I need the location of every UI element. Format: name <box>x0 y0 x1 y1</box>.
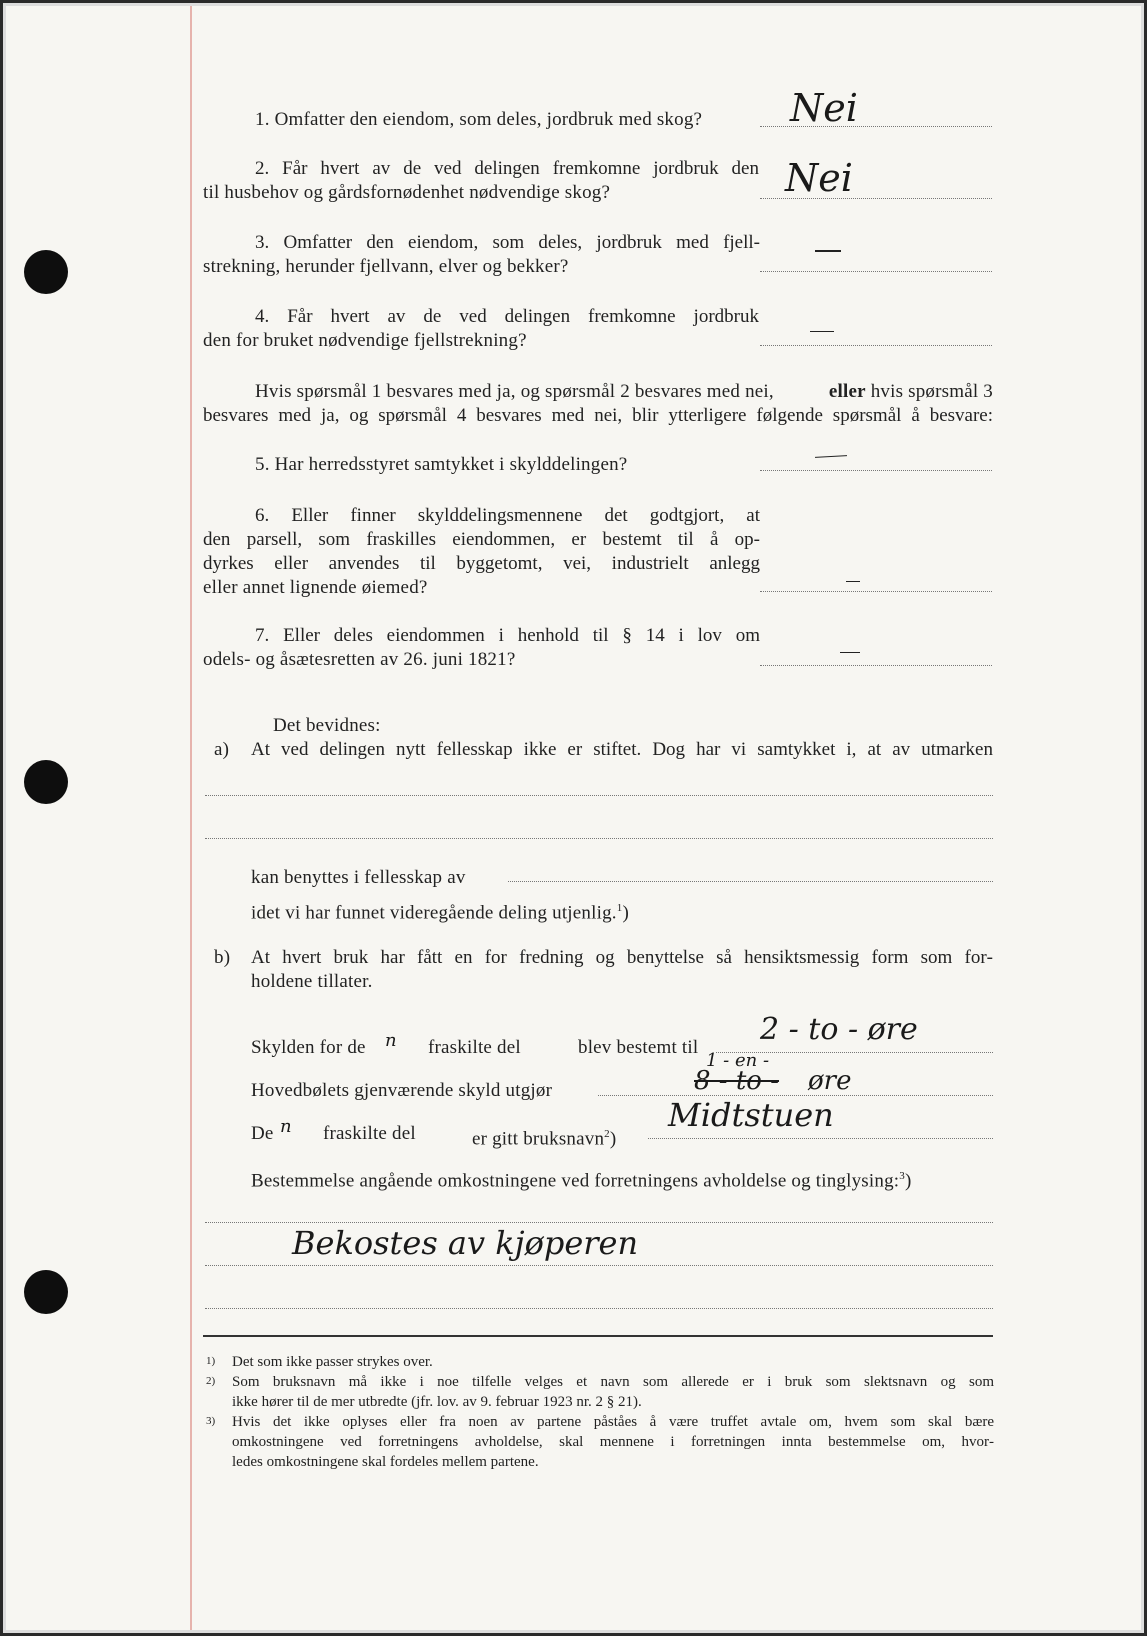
answer-line-4 <box>760 345 992 346</box>
omk-line-1 <box>205 1222 993 1223</box>
punch-hole <box>24 1270 68 1314</box>
footnote-2-line1: Som bruksnavn må ikke i noe tilfelle velges et navn som allerede er i bruk som slektsnavn og som <box>232 1374 994 1390</box>
navn-label-2: fraskilte del <box>323 1123 416 1144</box>
skyld-label: Skylden for de <box>251 1037 366 1058</box>
answer-line-6 <box>760 591 992 592</box>
question-2-line1: 2. Får hvert av de ved delingen fremkomne jordbruk den <box>255 158 759 179</box>
question-6-line2: den parsell, som fraskilles eiendommen, er bestemt til å op‑ <box>203 529 760 550</box>
omk-line-3 <box>205 1308 993 1309</box>
margin-rule <box>190 0 192 1636</box>
omk-line-2 <box>205 1265 993 1266</box>
answer-7-dash <box>840 652 860 653</box>
attest-b-line1: At hvert bruk har fått en for fredning og benyttelse så hensiktsmessig form som for‑ <box>251 947 993 968</box>
answer-4-dash <box>810 331 834 332</box>
footnote-3-mark: 3) <box>206 1415 216 1427</box>
footnote-3-line1: Hvis det ikke oplyses eller fra noen av partene påståes å være truffet avtale om, hvem som skal bære <box>232 1414 994 1430</box>
answer-2-handwritten: Nei <box>785 156 853 200</box>
navn-label-3 <box>472 1122 616 1151</box>
omk-label: Bestemmelse angående omkostningene ved forretningens avholdelse og tinglysing:$^3$) <box>251 1170 912 1192</box>
question-4-line1: 4. Får hvert av de ved delingen fremkomne jordbruk <box>255 306 759 327</box>
navn-line <box>648 1138 993 1139</box>
navn-value-handwritten: Midtstuen <box>668 1096 834 1134</box>
footnote-2-mark: 2) <box>206 1375 216 1387</box>
punch-hole <box>24 250 68 294</box>
question-7-line1: 7. Eller deles eiendommen i henhold til § 14 i lov om <box>255 625 760 646</box>
skyld-value-handwritten: 2 - to - øre <box>760 1012 918 1047</box>
omk-footnote-mark: 3 <box>899 1170 905 1182</box>
answer-line-5 <box>760 470 992 471</box>
answer-line-3 <box>760 271 992 272</box>
idet-text-body: idet vi har funnet videregående deling utjenlig. <box>251 902 617 924</box>
fill-line-a1 <box>205 795 993 796</box>
hoved-struck-value: 8 - to - <box>694 1066 780 1096</box>
footnote-1-line1: Det som ikke passer strykes over. <box>232 1354 433 1370</box>
question-6-line1: 6. Eller finner skylddelingsmennene det godtgjort, at <box>255 505 760 526</box>
question-6-line4: eller annet lignende øiemed? <box>203 577 428 598</box>
skyld-label-3: blev bestemt til <box>578 1037 699 1058</box>
answer-5-dash <box>815 455 847 458</box>
idet-footnote-mark: 1 <box>616 902 623 914</box>
hoved-label: Hovedbølets gjenværende skyld utgjør <box>251 1080 553 1101</box>
shared-use-line <box>508 881 993 882</box>
omk-value-handwritten: Bekostes av kjøperen <box>292 1224 639 1262</box>
footnote-3-line2: omkostningene ved forretningens avholdelse, skal mennene i forretningen innta bestemmelse om, hvor‑ <box>232 1434 994 1450</box>
hoved-correction-above: 1 - en - <box>706 1050 770 1071</box>
attest-b-line2: holdene tillater. <box>251 971 373 992</box>
answer-3-dash <box>815 250 841 252</box>
question-3-line1: 3. Omfatter den eiendom, som deles, jordbruk med fjell‑ <box>255 232 760 253</box>
footnote-1-mark: 1) <box>206 1355 216 1367</box>
answer-6-dash <box>846 581 860 582</box>
footnote-3-line3: ledes omkostningene skal fordeles mellem partene. <box>232 1454 539 1470</box>
conditional-line1-mid <box>829 380 993 404</box>
idet-text: idet vi har funnet videregående deling utjenlig.$^1$) <box>251 902 629 924</box>
attest-b-label: b) <box>214 947 231 968</box>
attest-a-label: a) <box>214 739 230 760</box>
conditional-line2: besvares med ja, og spørsmål 4 besvares med nei, blir ytterligere følgende spørsmål å besvare: <box>203 405 993 426</box>
question-4-line2: den for bruket nødvendige fjellstrekning? <box>203 330 527 351</box>
navn-label-4: ) <box>609 1128 617 1150</box>
shared-use-label: kan benyttes i fellesskap av <box>251 867 466 888</box>
conditional-line1-c: hvis spørsmål 3 <box>870 381 993 402</box>
question-2-line2: til husbehov og gårdsfornødenhet nødvendige skog? <box>203 182 611 203</box>
fill-line-a2 <box>205 838 993 839</box>
hoved-value-handwritten: øre <box>808 1066 852 1096</box>
omk-label-text: Bestemmelse angående omkostningene ved forretningens avholdelse og tinglysing: <box>251 1170 900 1192</box>
navn-footnote-mark: 2 <box>604 1128 610 1140</box>
question-1-text: 1. Omfatter den eiendom, som deles, jordbruk med skog? <box>255 109 703 130</box>
conditional-line1-a: Hvis spørsmål 1 besvares med ja, og spørsmål 2 besvares med nei, <box>255 381 774 402</box>
question-3-line2: strekning, herunder fjellvann, elver og bekker? <box>203 256 569 277</box>
answer-line-7 <box>760 665 992 666</box>
conditional-line1 <box>255 380 993 404</box>
navn-label-3-text: er gitt bruksnavn <box>472 1128 605 1150</box>
punch-hole <box>24 760 68 804</box>
question-5-text: 5. Har herredsstyret samtykket i skylddelingen? <box>255 454 628 475</box>
question-7-line2: odels‑ og åsætesretten av 26. juni 1821? <box>203 649 516 670</box>
answer-1-handwritten: Nei <box>790 86 858 130</box>
skyld-handwritten-n: n <box>385 1030 397 1051</box>
conditional-eller-bold: eller <box>828 381 866 402</box>
footnote-divider <box>203 1335 993 1337</box>
skyld-label-2: fraskilte del <box>428 1037 521 1058</box>
question-6-line3: dyrkes eller anvendes til byggetomt, vei, industrielt anlegg <box>203 553 760 574</box>
attest-a-text: At ved delingen nytt fellesskap ikke er stiftet. Dog har vi samtykket i, at av utmarken <box>251 739 993 760</box>
footnote-2-line2: ikke hører til de mer utbredte (jfr. lov. av 9. februar 1923 nr. 2 § 21). <box>232 1394 642 1410</box>
navn-handwritten-n: n <box>280 1116 292 1137</box>
navn-label: De <box>251 1123 274 1144</box>
attest-heading: Det bevidnes: <box>273 715 381 736</box>
